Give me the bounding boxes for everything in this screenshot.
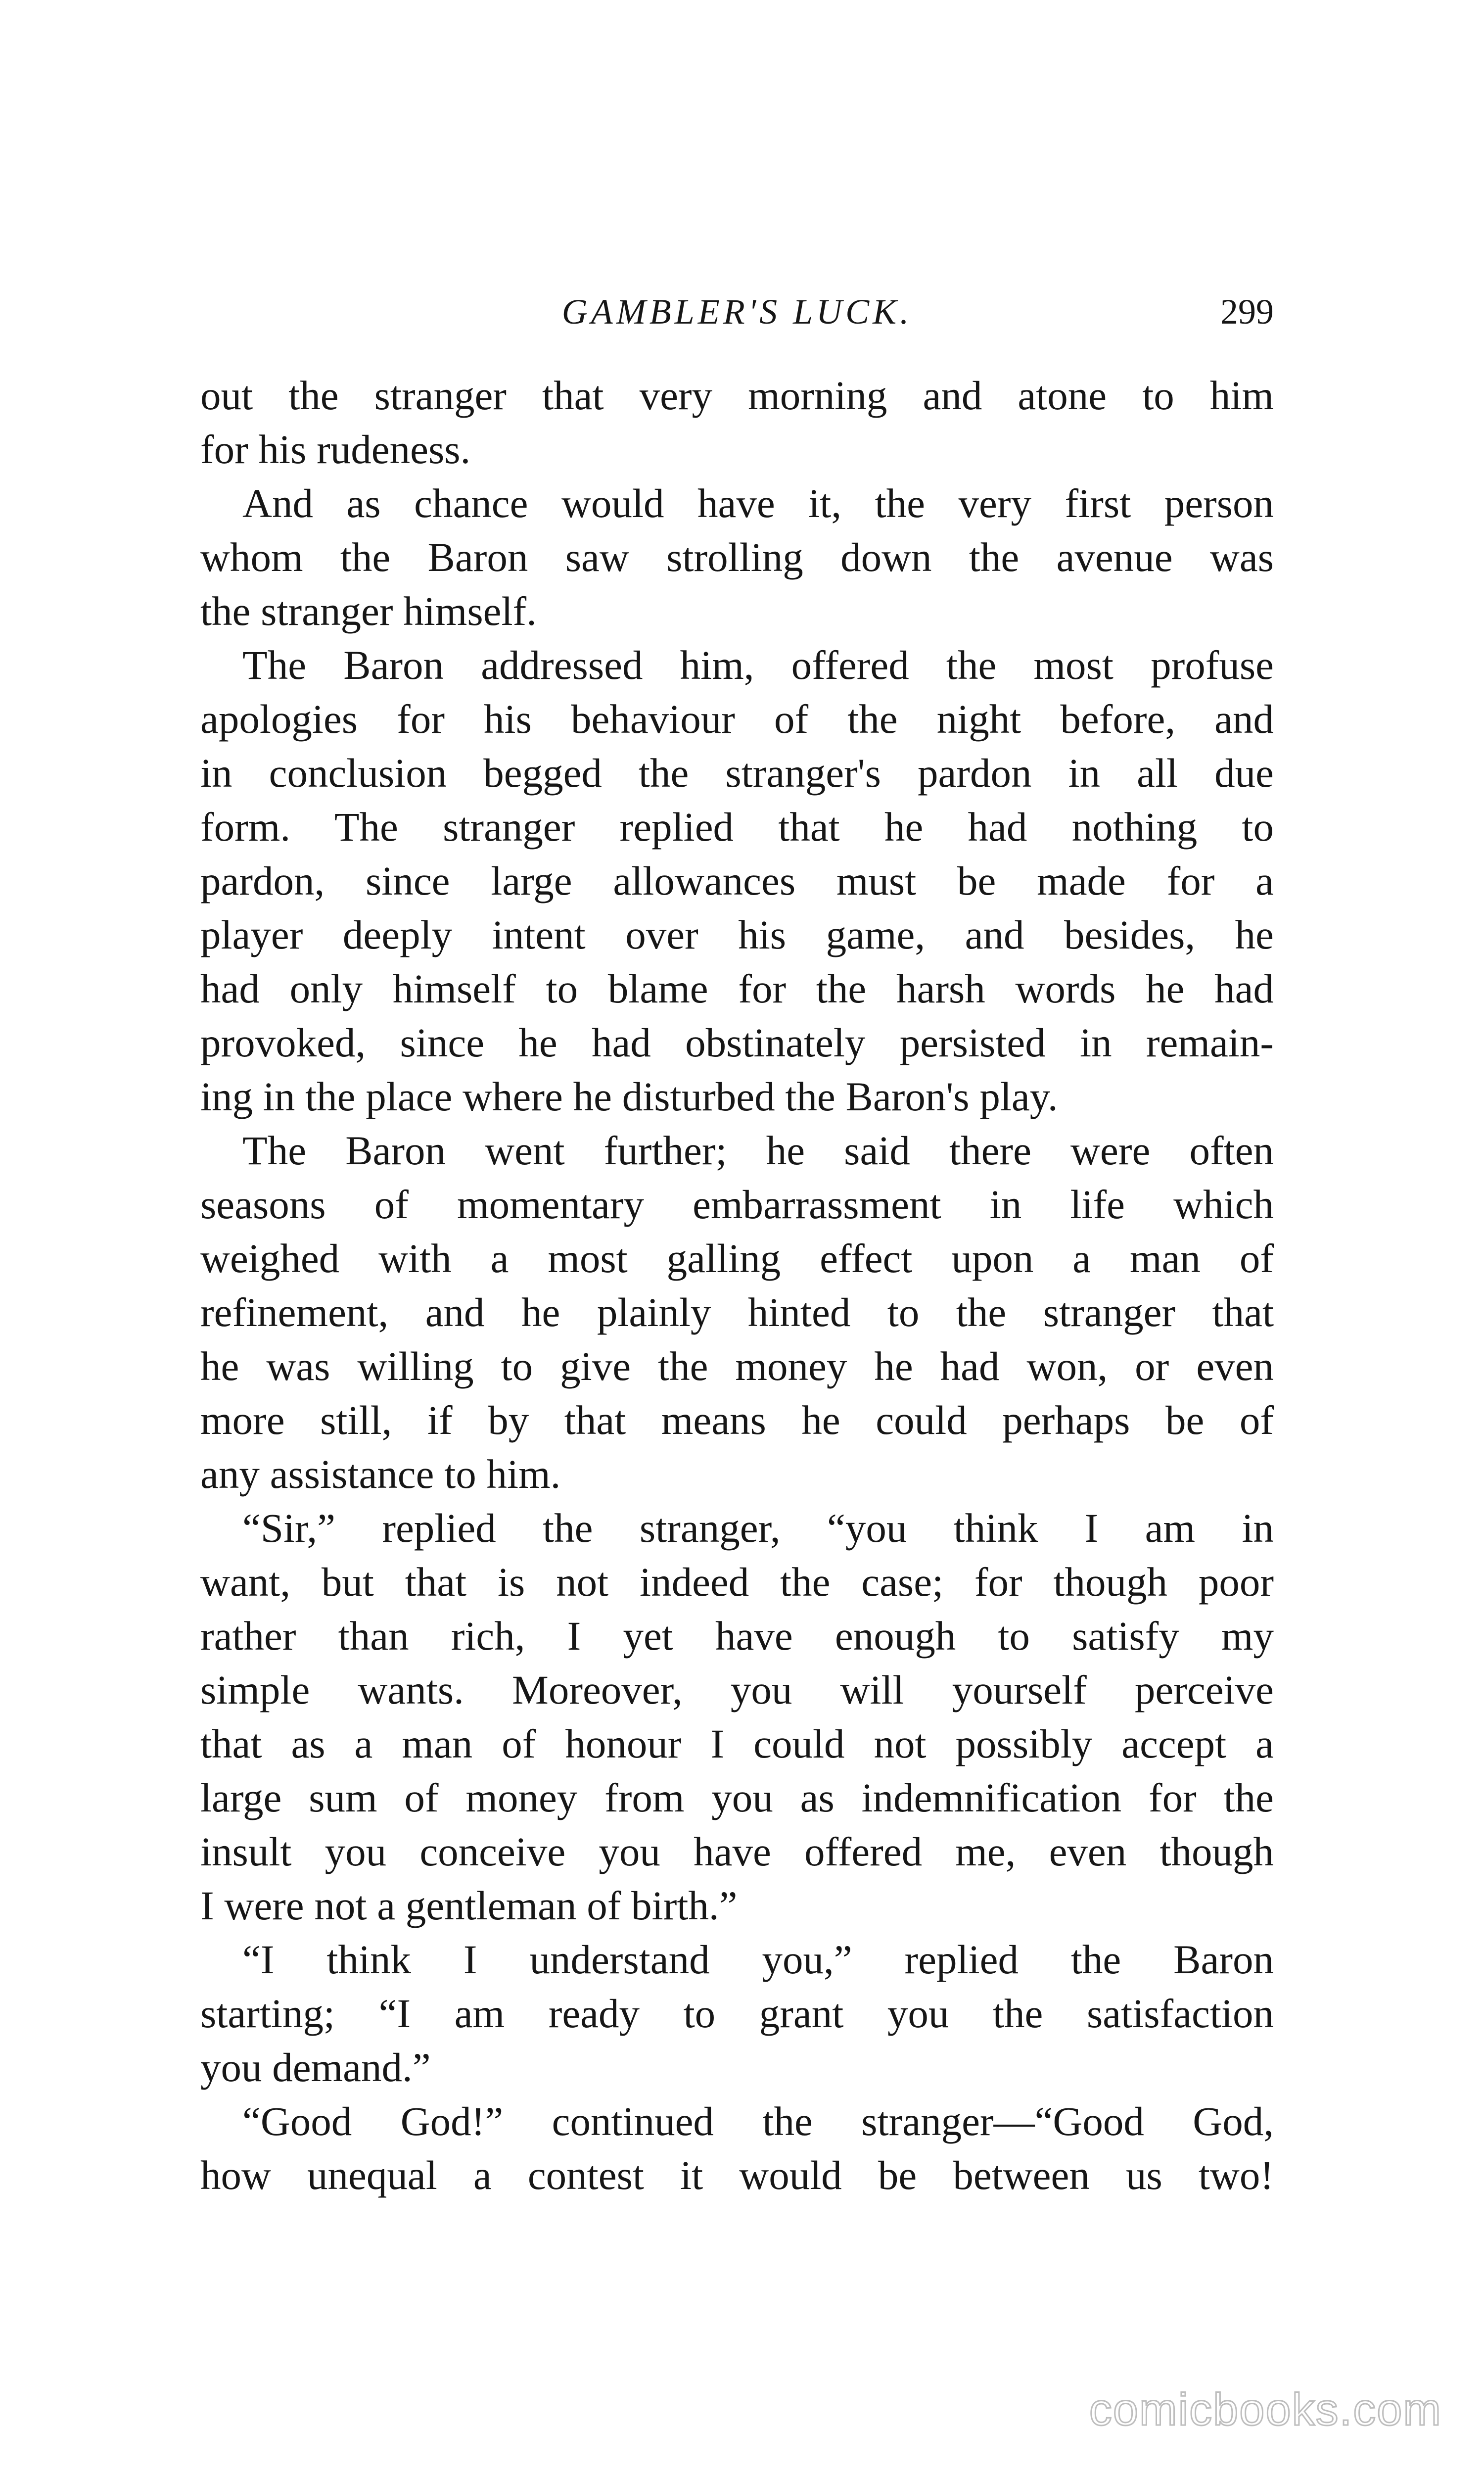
text-line: The Baron went further; he said there were often <box>242 1128 1274 1173</box>
text-line: rather than rich, I yet have enough to satisfy my <box>200 1613 1274 1659</box>
text-line: whom the Baron saw strolling down the avenue was <box>200 534 1274 580</box>
text-line: more still, if by that means he could perhaps be of <box>200 1397 1274 1443</box>
text-line: in conclusion begged the stranger's pardon in all due <box>200 750 1274 796</box>
running-head <box>200 287 1274 336</box>
text-line: And as chance would have it, the very first person <box>242 480 1274 526</box>
text-line: for his rudeness. <box>200 427 471 472</box>
text-line: The Baron addressed him, offered the most profuse <box>242 642 1274 688</box>
text-line: provoked, since he had obstinately persisted in remain- <box>200 1020 1274 1065</box>
text-line: “Good God!” continued the stranger—“Good God, <box>242 2098 1274 2144</box>
text-line: had only himself to blame for the harsh words he had <box>200 966 1274 1011</box>
text-line: “Sir,” replied the stranger, “you think I am in <box>242 1505 1274 1551</box>
text-line: want, but that is not indeed the case; for though poor <box>200 1559 1274 1605</box>
text-line: “I think I understand you,” replied the Baron <box>242 1937 1274 1982</box>
body-text <box>200 369 1274 2202</box>
text-line: you demand.” <box>200 2045 431 2090</box>
text-line: simple wants. Moreover, you will yourself perceive <box>200 1667 1274 1713</box>
page-number: 299 <box>1220 292 1274 332</box>
text-line: weighed with a most galling effect upon a man of <box>200 1236 1274 1281</box>
text-line: pardon, since large allowances must be made for a <box>200 858 1274 904</box>
text-line: how unequal a contest it would be between us two! <box>200 2152 1274 2198</box>
text-line: starting; “I am ready to grant you the satisfaction <box>200 1991 1274 2036</box>
text-line: player deeply intent over his game, and besides, he <box>200 912 1274 957</box>
text-line: the stranger himself. <box>200 588 537 634</box>
text-line: apologies for his behaviour of the night before, and <box>200 696 1274 742</box>
text-line: seasons of momentary embarrassment in life which <box>200 1182 1274 1227</box>
running-title: GAMBLER'S LUCK. <box>561 292 913 332</box>
text-line: any assistance to him. <box>200 1451 561 1497</box>
text-line: form. The stranger replied that he had nothing to <box>200 804 1274 850</box>
text-line: out the stranger that very morning and atone to him <box>200 373 1274 418</box>
text-line: insult you conceive you have offered me, even though <box>200 1829 1274 1874</box>
text-line: I were not a gentleman of birth.” <box>200 1883 738 1928</box>
text-line: he was willing to give the money he had won, or even <box>200 1343 1274 1389</box>
text-line: refinement, and he plainly hinted to the stranger that <box>200 1289 1274 1335</box>
text-line: ing in the place where he disturbed the Baron's play. <box>200 1074 1058 1119</box>
text-line: large sum of money from you as indemnification for the <box>200 1775 1274 1820</box>
watermark: comicbooks.com <box>1089 2384 1442 2435</box>
text-line: that as a man of honour I could not possibly accept a <box>200 1721 1274 1766</box>
